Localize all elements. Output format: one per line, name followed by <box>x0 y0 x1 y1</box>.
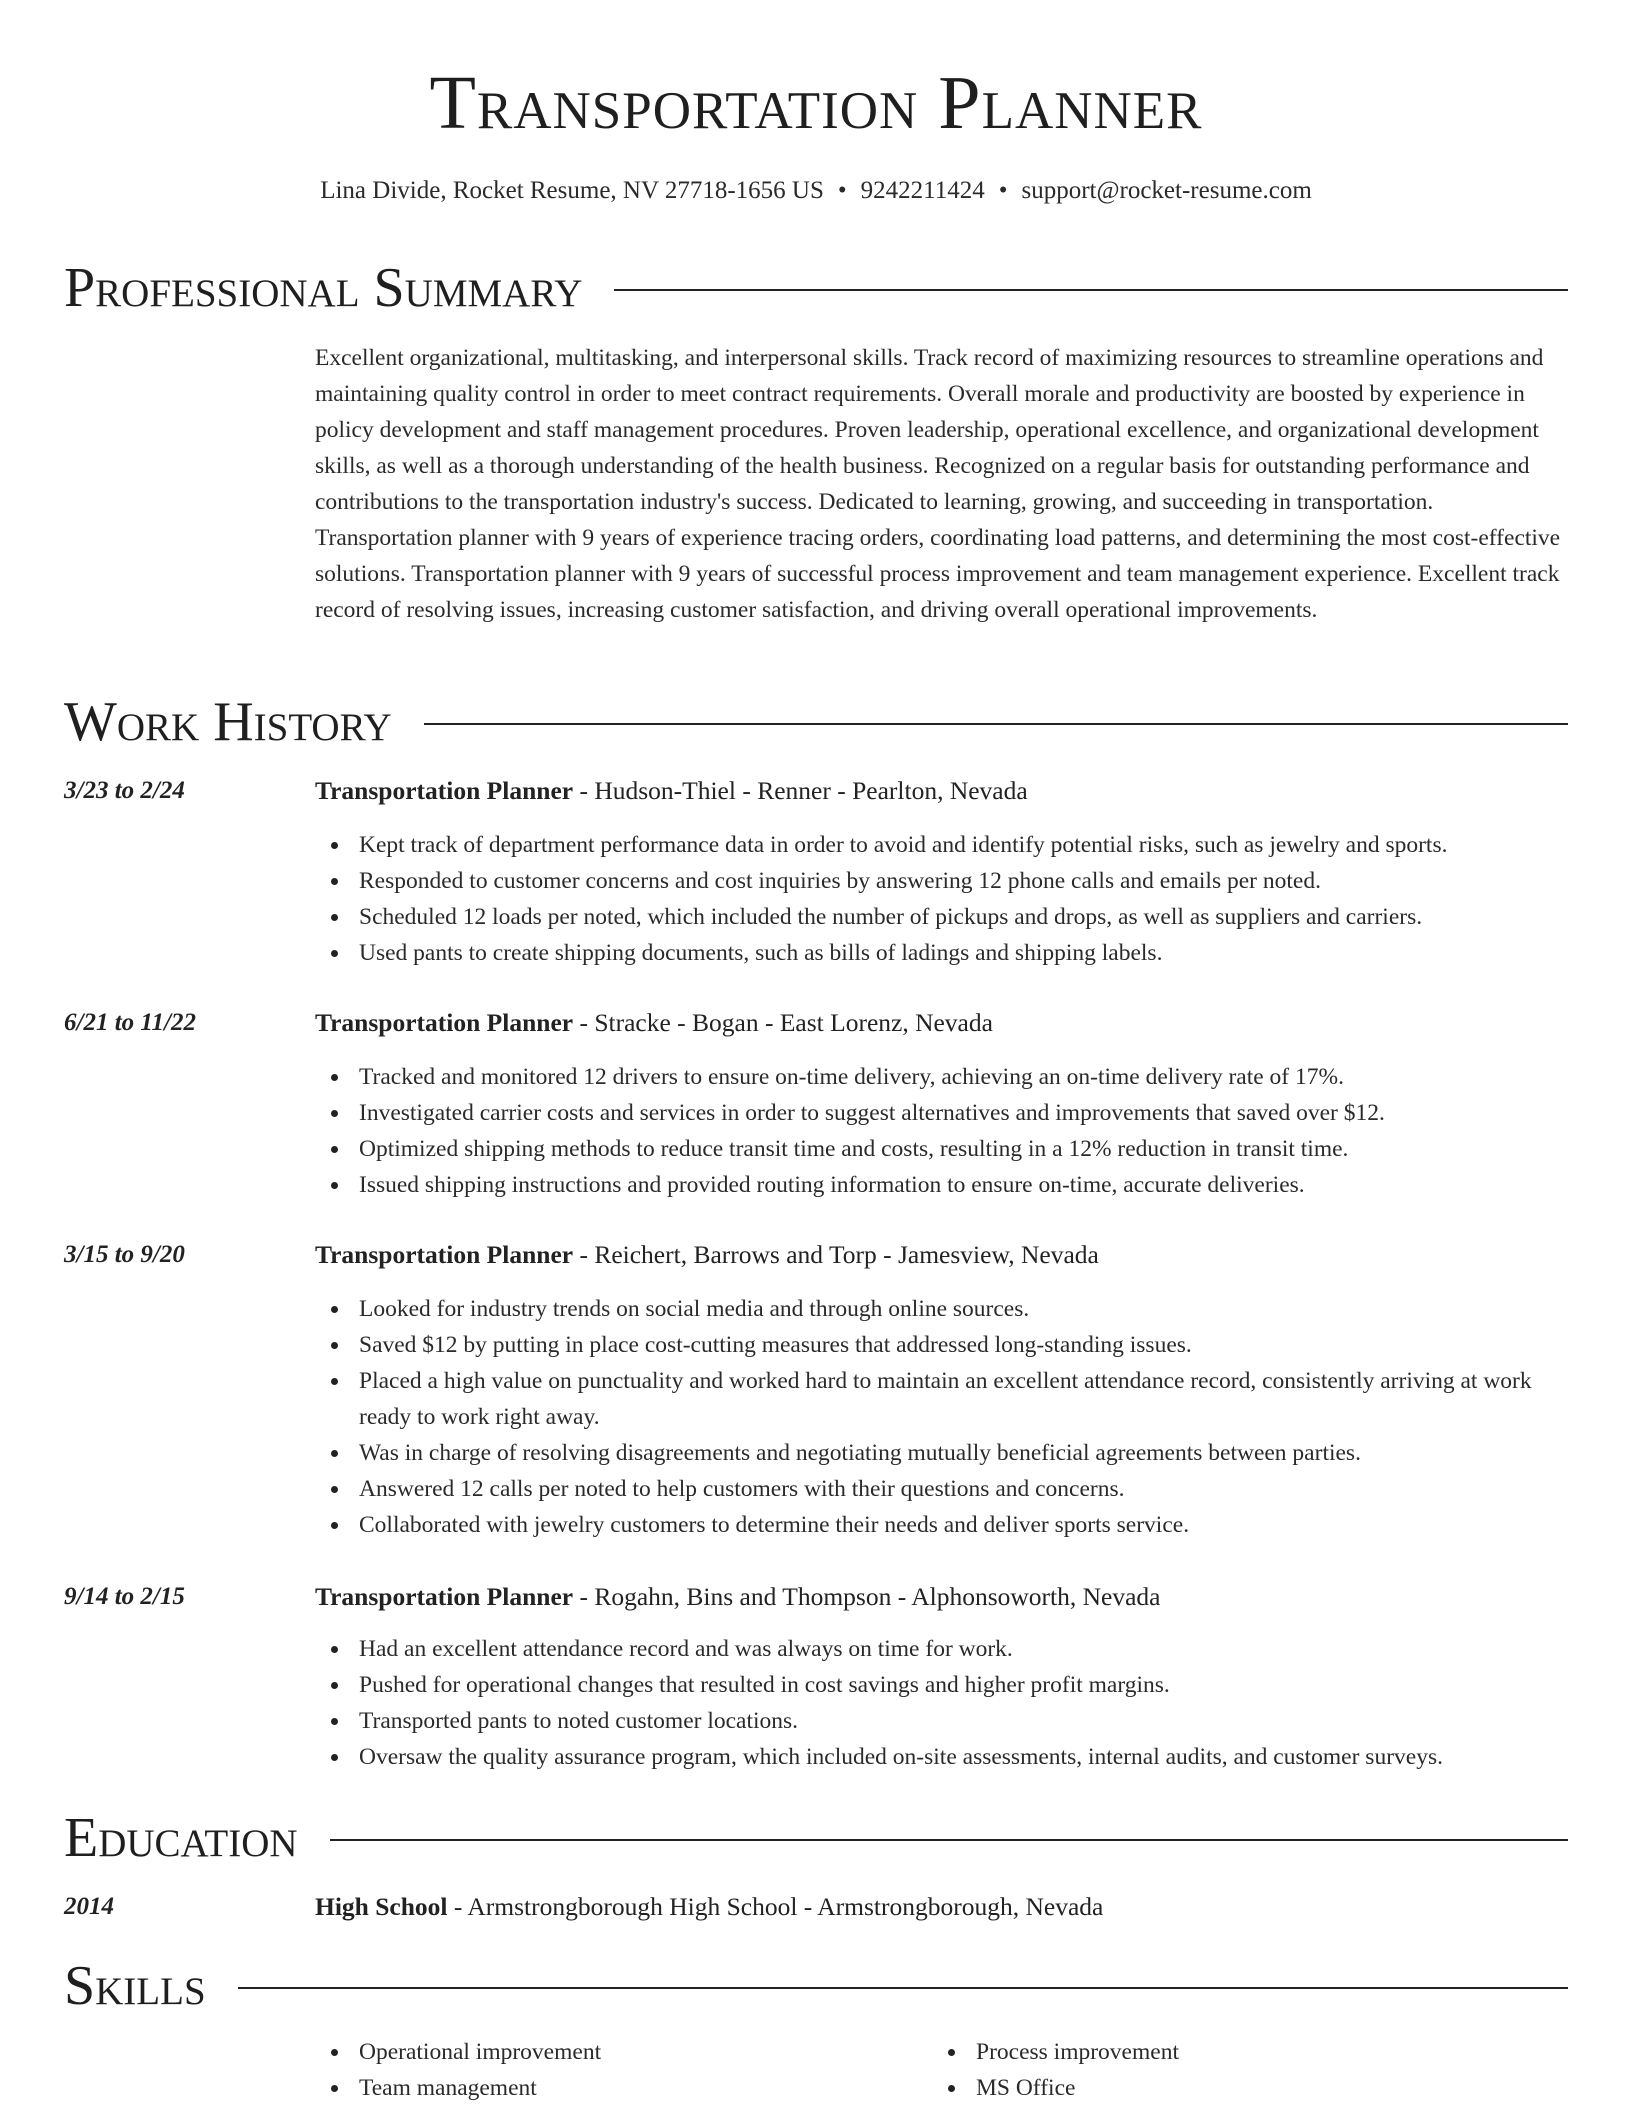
list-item: Saved $12 by putting in place cost-cutting measures that addressed long-standing issues. <box>315 1327 1570 1363</box>
list-item: Used pants to create shipping documents, such as bills of ladings and shipping labels. <box>315 935 1570 971</box>
list-item: Investigated carrier costs and services in order to suggest alternatives and improvements that saved over $12. <box>315 1095 1570 1131</box>
skill-item: MS Office <box>932 2070 1549 2106</box>
job-bullets <box>315 1631 1570 1775</box>
section-rule <box>330 1839 1568 1841</box>
section-rule <box>614 289 1568 291</box>
education-header <box>315 1889 1570 1925</box>
job-date: 9/14 to 2/15 <box>64 1583 185 1610</box>
list-item: Was in charge of resolving disagreements and negotiating mutually beneficial agreements between parties. <box>315 1435 1570 1471</box>
section-skills <box>64 1954 1568 2018</box>
job-bullets <box>315 1291 1570 1543</box>
list-item: Optimized shipping methods to reduce transit time and costs, resulting in a 12% reduction in transit time. <box>315 1131 1570 1167</box>
section-rule <box>424 723 1568 725</box>
skill-item: Process improvement <box>932 2034 1549 2070</box>
job-header <box>315 1005 1570 1041</box>
education-date: 2014 <box>64 1893 114 1920</box>
job-date: 3/15 to 9/20 <box>64 1241 185 1268</box>
job-bullets <box>315 827 1570 971</box>
contact-email: support@rocket-resume.com <box>1021 177 1312 204</box>
education-degree: High School <box>315 1892 448 1921</box>
list-item: Kept track of department performance data in order to avoid and identify potential risks, such as jewelry and sports. <box>315 827 1570 863</box>
job-bullets <box>315 1059 1570 1203</box>
job-title: Transportation Planner <box>315 776 574 805</box>
job-date: 3/23 to 2/24 <box>64 777 185 804</box>
job-details: - Rogahn, Bins and Thompson - Alphonsoworth, Nevada <box>573 1582 1161 1611</box>
skills-column-right <box>932 2034 1549 2106</box>
section-work-history <box>64 690 1568 754</box>
separator-dot: • <box>837 177 847 204</box>
job-title: Transportation Planner <box>315 1582 574 1611</box>
list-item: Transported pants to noted customer locations. <box>315 1703 1570 1739</box>
skills-list <box>315 2034 1570 2106</box>
skill-item: Team management <box>315 2070 932 2106</box>
summary-text: Excellent organizational, multitasking, and interpersonal skills. Track record of maximizing resources to streamline operations and maintaining quality control in order to meet contract requirements. Overall morale and productivity are boosted by experience in policy development and staff management procedures. Proven leadership, operational excellence, and organizational development skills, as well as a thorough understanding of the health business. Recognized on a regular basis for outstanding performance and contributions to the transportation industry's success. Dedicated to learning, growing, and succeeding in transportation. Transportation planner with 9 years of experience tracing orders, coordinating load patterns, and determining the most cost-effective solutions. Transportation planner with 9 years of successful process improvement and team management experience. Excellent track record of resolving issues, increasing customer satisfaction, and driving overall operational improvements. <box>315 345 1561 623</box>
resume-title: Transportation Planner <box>429 61 1203 145</box>
job-details: - Hudson-Thiel - Renner - Pearlton, Nevada <box>573 776 1028 805</box>
job-title: Transportation Planner <box>315 1240 574 1269</box>
section-heading: Professional Summary <box>64 257 583 319</box>
section-heading: Education <box>64 1807 298 1869</box>
list-item: Collaborated with jewelry customers to determine their needs and deliver sports service. <box>315 1507 1570 1543</box>
job-header <box>315 1579 1570 1615</box>
contact-phone: 9242211424 <box>860 177 985 204</box>
section-rule <box>238 1987 1568 1989</box>
skill-item: Operational improvement <box>315 2034 932 2070</box>
separator-dot: • <box>998 177 1008 204</box>
job-details: - Stracke - Bogan - East Lorenz, Nevada <box>573 1008 993 1037</box>
section-heading: Skills <box>64 1955 206 2017</box>
list-item: Scheduled 12 loads per noted, which included the number of pickups and drops, as well as suppliers and carriers. <box>315 899 1570 935</box>
section-education <box>64 1806 1568 1870</box>
job-header <box>315 773 1570 809</box>
list-item: Looked for industry trends on social media and through online sources. <box>315 1291 1570 1327</box>
section-professional-summary <box>64 256 1568 320</box>
job-title: Transportation Planner <box>315 1008 574 1037</box>
list-item: Responded to customer concerns and cost inquiries by answering 12 phone calls and emails per noted. <box>315 863 1570 899</box>
list-item: Placed a high value on punctuality and worked hard to maintain an excellent attendance record, consistently arriving at work ready to work right away. <box>315 1363 1570 1435</box>
list-item: Answered 12 calls per noted to help customers with their questions and concerns. <box>315 1471 1570 1507</box>
job-date: 6/21 to 11/22 <box>64 1009 196 1036</box>
job-header <box>315 1237 1570 1273</box>
job-details: - Reichert, Barrows and Torp - Jamesview, Nevada <box>573 1240 1099 1269</box>
list-item: Had an excellent attendance record and was always on time for work. <box>315 1631 1570 1667</box>
section-heading: Work History <box>64 691 392 753</box>
skills-column-left <box>315 2034 932 2106</box>
list-item: Pushed for operational changes that resulted in cost savings and higher profit margins. <box>315 1667 1570 1703</box>
contact-line <box>0 174 1632 208</box>
list-item: Tracked and monitored 12 drivers to ensure on-time delivery, achieving an on-time delivery rate of 17%. <box>315 1059 1570 1095</box>
list-item: Issued shipping instructions and provided routing information to ensure on-time, accurate deliveries. <box>315 1167 1570 1203</box>
education-details: - Armstrongborough High School - Armstrongborough, Nevada <box>447 1892 1104 1921</box>
list-item: Oversaw the quality assurance program, which included on-site assessments, internal audits, and customer surveys. <box>315 1739 1570 1775</box>
contact-address: Lina Divide, Rocket Resume, NV 27718-1656 US <box>320 177 824 204</box>
